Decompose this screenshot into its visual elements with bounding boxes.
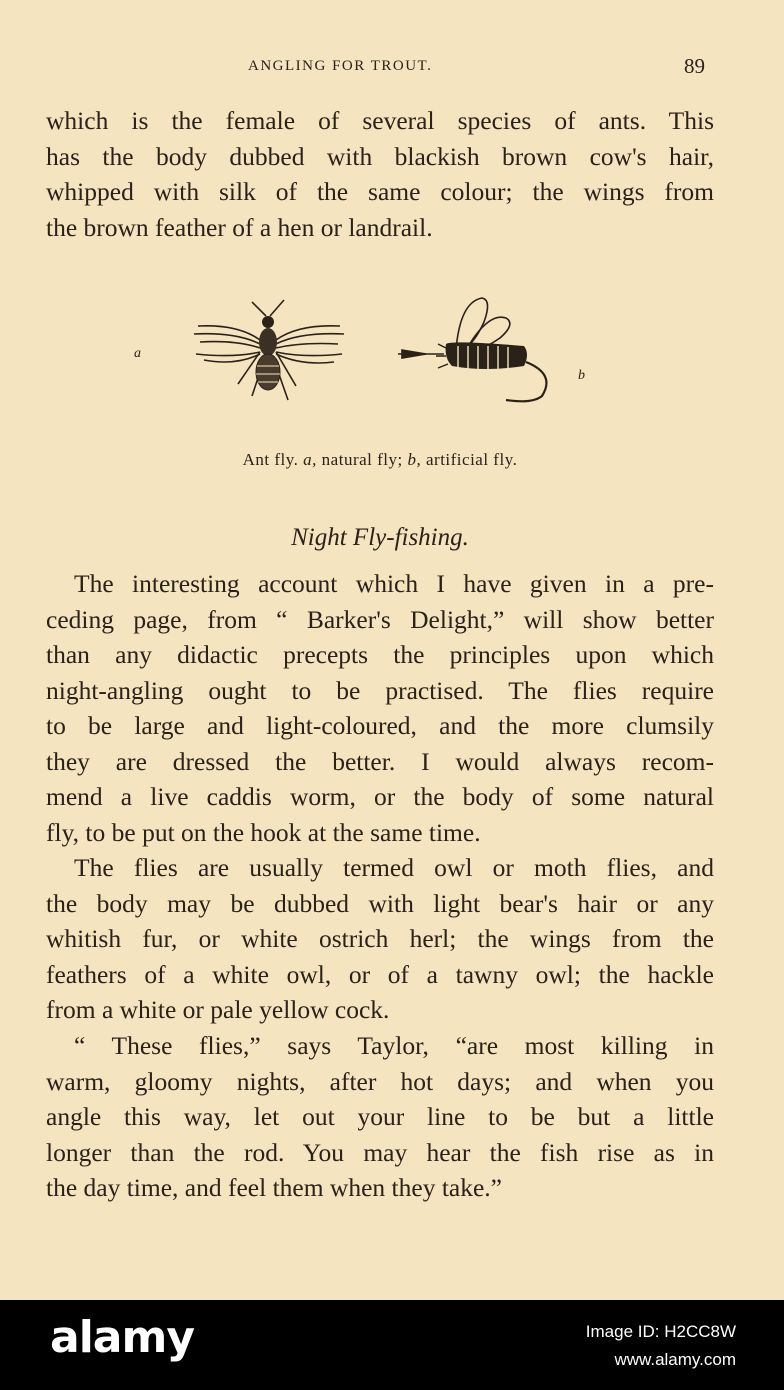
text-line: night-angling ought to be practised. The flies require (46, 675, 714, 705)
caption-letter-b: b, (407, 450, 422, 469)
text-line: mend a live caddis worm, or the body of some natural (46, 782, 714, 811)
text-line: the body may be dubbed with light bear's hair or any (46, 888, 714, 918)
natural-ant-fly-icon (178, 296, 358, 416)
text-line: than any didactic precepts the principles upon which (46, 640, 714, 669)
caption-a-text: natural fly; (321, 450, 403, 469)
top-paragraph (46, 103, 714, 245)
figure-label-b: b (578, 368, 585, 383)
figure-caption (0, 450, 760, 470)
watermark-footer (0, 1300, 784, 1390)
text-line: the day time, and feel them when they take.” (46, 1173, 502, 1202)
text-line: to be large and light-coloured, and the more clumsily (46, 711, 714, 740)
text-line: The interesting account which I have given in a pre- (74, 569, 714, 598)
text-line: the brown feather of a hen or landrail. (46, 212, 433, 242)
text-line: from a white or pale yellow cock. (46, 995, 390, 1024)
text-line: longer than the rod. You may hear the fish rise as in (46, 1137, 714, 1167)
text-line: “ These flies,” says Taylor, “are most killing in (74, 1031, 714, 1060)
figure-label-a: a (134, 346, 141, 361)
ant-fly-illustration (120, 288, 620, 418)
paragraph-night-angling (46, 566, 714, 850)
text-line: warm, gloomy nights, after hot days; and when you (46, 1066, 714, 1096)
text-line: which is the female of several species of ants. This (46, 106, 714, 135)
image-id-block (586, 1318, 736, 1374)
artificial-fly-icon (396, 292, 566, 412)
text-line: ceding page, from “ Barker's Delight,” will show better (46, 604, 714, 634)
source-url: www.alamy.com (614, 1350, 736, 1369)
caption-letter-a: a, (303, 450, 317, 469)
paragraph-owl-flies (46, 850, 714, 1028)
running-head: ANGLING FOR TROUT. (248, 58, 433, 74)
text-line: they are dressed the better. I would always recom- (46, 746, 714, 776)
text-line: feathers of a white owl, or of a tawny owl; the hackle (46, 959, 714, 989)
caption-main: Ant fly. (242, 450, 299, 469)
section-heading: Night Fly-fishing. (291, 524, 469, 551)
text-line: has the body dubbed with blackish brown cow's hair, (46, 141, 714, 171)
page-number: 89 (684, 54, 705, 78)
text-line: The flies are usually termed owl or moth flies, and (74, 853, 714, 882)
caption-b-text: artificial fly. (425, 450, 518, 469)
paragraph-taylor-quote (46, 1028, 714, 1206)
text-line: fly, to be put on the hook at the same time. (46, 817, 481, 847)
alamy-logo: alamy (50, 1312, 194, 1363)
text-line: angle this way, let out your line to be but a little (46, 1102, 714, 1131)
text-line: whitish fur, or white ostrich herl; the wings from the (46, 924, 714, 953)
text-line: whipped with silk of the same colour; the wings from (46, 177, 714, 206)
image-id: Image ID: H2CC8W (585, 1322, 736, 1341)
